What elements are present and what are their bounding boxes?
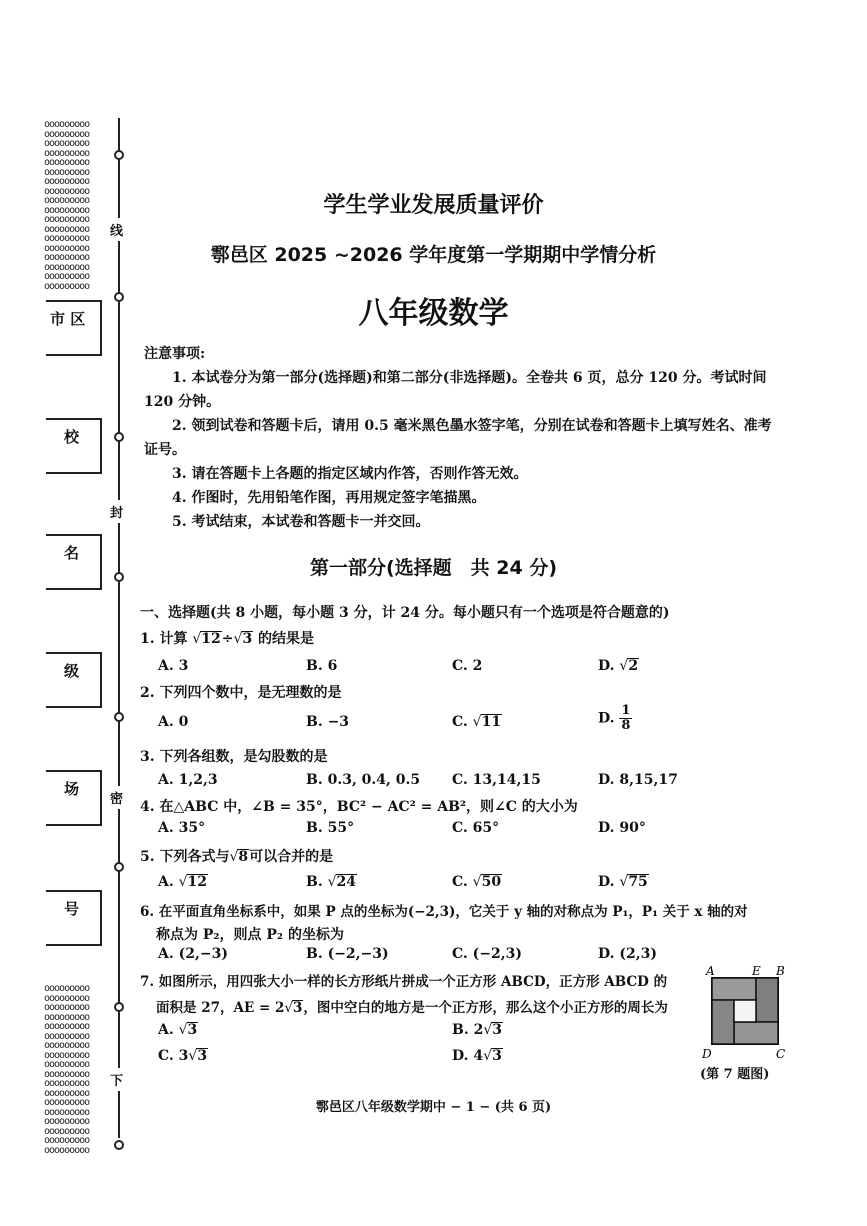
exam-subtitle: 鄠邑区 2025 ~2026 学年度第一学期期中学情分析: [210, 244, 657, 266]
question-7-figure: [700, 964, 790, 1064]
rect-piece: [756, 978, 778, 1022]
q2-option-b[interactable]: B. −3: [306, 714, 350, 730]
figure-label-a: A: [706, 964, 715, 978]
binding-dot-row: ooooooooo: [44, 1030, 90, 1042]
binding-dot-row: ooooooooo: [44, 271, 90, 282]
q6-option-d[interactable]: D. (2,3): [598, 946, 657, 962]
question-1-stem: 1. 计算 √ 12÷√ 3 的结果是: [140, 628, 314, 648]
question-6-stem-line2: 称点为 P₂，则点 P₂ 的坐标为: [156, 927, 344, 943]
binding-dot-row: ooooooooo: [44, 233, 90, 244]
q1-option-a[interactable]: A. 3: [158, 658, 189, 674]
field-label: 校: [64, 428, 80, 446]
q5-option-a[interactable]: A. √ 12: [158, 874, 208, 890]
figure-caption: (第 7 题图): [700, 1067, 770, 1082]
field-label: 级: [64, 662, 80, 680]
exam-title: 学生学业发展质量评价: [323, 193, 544, 218]
binding-dot-row: ooooooooo: [44, 166, 90, 178]
field-label: 市 区: [50, 310, 86, 328]
field-school[interactable]: [46, 418, 102, 474]
binding-label-line: 线: [110, 218, 123, 241]
fraction: $\frac{1}{8}$: [621, 703, 631, 733]
binding-dot-row: ooooooooo: [44, 1059, 90, 1070]
section-heading: 一、选择题(共 8 小题，每小题 3 分，计 24 分。每小题只有一个选项是符合题意的): [140, 605, 670, 621]
binding-ring: [114, 862, 124, 872]
binding-dot-row: ooooooooo: [44, 176, 90, 187]
binding-dot-row: ooooooooo: [44, 223, 90, 235]
field-label: 号: [64, 900, 80, 918]
question-2-stem: 2. 下列四个数中，是无理数的是: [140, 685, 342, 701]
binding-dot-row: ooooooooo: [44, 1011, 90, 1023]
field-label: 场: [64, 780, 80, 798]
q4-option-c[interactable]: C. 65°: [452, 820, 500, 836]
notice-item: 3. 请在答题卡上各题的指定区域内作答，否则作答无效。: [172, 466, 528, 482]
q3-option-d[interactable]: D. 8,15,17: [598, 772, 678, 788]
binding-ring: [114, 712, 124, 722]
q3-option-b[interactable]: B. 0.3, 0.4, 0.5: [306, 772, 421, 788]
field-class[interactable]: [46, 652, 102, 708]
binding-ring: [114, 150, 124, 160]
field-seat-number[interactable]: [46, 890, 102, 946]
q4-option-b[interactable]: B. 55°: [306, 820, 355, 836]
binding-dot-row: ooooooooo: [44, 1106, 90, 1118]
notice-item: 2. 领到试卷和答题卡后，请用 0.5 毫米黑色墨水签字笔，分别在试卷和答题卡上填写姓名、准考证号。: [144, 418, 772, 458]
q7-option-a[interactable]: A. √ 3: [158, 1022, 198, 1038]
q1-option-d[interactable]: D. √ 2: [598, 658, 639, 674]
q7-option-b[interactable]: B. 2√ 3: [452, 1022, 503, 1038]
q2-option-c[interactable]: C. √ 11: [452, 714, 502, 730]
subject-title: 八年级数学: [358, 296, 509, 331]
binding-dot-row: ooooooooo: [44, 983, 90, 994]
q7-option-c[interactable]: C. 3√ 3: [158, 1048, 208, 1064]
q4-option-d[interactable]: D. 90°: [598, 820, 646, 836]
notice-block: [144, 342, 784, 534]
binding-line: [118, 118, 120, 1138]
notice-heading: 注意事项:: [144, 346, 206, 362]
binding-dot-row: ooooooooo: [44, 147, 90, 159]
binding-ring: [114, 1002, 124, 1012]
question-5-stem: 5. 下列各式与√ 8可以合并的是: [140, 846, 333, 866]
q1-option-c[interactable]: C. 2: [452, 658, 483, 674]
binding-dot-row: ooooooooo: [44, 252, 90, 263]
q3-option-c[interactable]: C. 13,14,15: [452, 772, 541, 788]
binding-ring: [114, 1140, 124, 1150]
question-7-stem-line2: 面积是 27，AE = 2√ 3，图中空白的地方是一个正方形，那么这个小正方形的周长为: [156, 996, 668, 1016]
field-exam-room[interactable]: [46, 770, 102, 826]
figure-label-e: E: [752, 964, 761, 978]
question-3-stem: 3. 下列各组数，是勾股数的是: [140, 749, 328, 765]
binding-dot-row: ooooooooo: [44, 138, 90, 149]
q5-option-b[interactable]: B. √ 24: [306, 874, 357, 890]
question-4-stem: 4. 在△ABC 中，∠B = 35°，BC² − AC² = AB²，则∠C 的大小为: [140, 799, 578, 815]
rect-piece: [712, 1000, 734, 1044]
binding-dot-row: ooooooooo: [44, 242, 90, 254]
binding-dot-row: ooooooooo: [44, 1116, 90, 1127]
q5-option-c[interactable]: C. √ 50: [452, 874, 502, 890]
binding-dot-row: ooooooooo: [44, 157, 90, 168]
binding-dot-row: ooooooooo: [44, 195, 90, 206]
binding-dot-row: ooooooooo: [44, 1021, 90, 1032]
q5-option-d[interactable]: D. √ 75: [598, 874, 649, 890]
question-7-stem-line1: 7. 如图所示，用四张大小一样的长方形纸片拼成一个正方形 ABCD，正方形 ABCD 的: [140, 974, 668, 990]
binding-dot-row: ooooooooo: [44, 1144, 90, 1156]
figure-label-b: B: [776, 964, 785, 978]
binding-dot-row: ooooooooo: [44, 1068, 90, 1080]
binding-dot-row: ooooooooo: [44, 119, 90, 130]
binding-dot-row: ooooooooo: [44, 214, 90, 225]
binding-dot-row: ooooooooo: [44, 1097, 90, 1108]
binding-dot-row: ooooooooo: [44, 128, 90, 140]
q6-option-a[interactable]: A. (2,−3): [158, 946, 228, 962]
rect-piece: [712, 978, 756, 1000]
binding-label-below: 下: [110, 1068, 123, 1091]
figure-label-d: D: [702, 1047, 712, 1061]
q2-option-d[interactable]: D. $\frac{1}{8}$: [598, 703, 631, 733]
binding-dot-row: ooooooooo: [44, 1078, 90, 1089]
binding-label-seal: 封: [110, 500, 123, 523]
radicand: 3: [242, 631, 253, 647]
question-6-stem-line1: 6. 在平面直角坐标系中，如果 P 点的坐标为(−2,3)，它关于 y 轴的对称点为 P₁，P₁ 关于 x 轴的对: [140, 904, 748, 920]
notice-item: 4. 作图时，先用铅笔作图，再用规定签字笔描黑。: [172, 490, 486, 506]
binding-dot-row: ooooooooo: [44, 204, 90, 216]
binding-dot-row: ooooooooo: [44, 1040, 90, 1051]
field-label: 名: [64, 544, 80, 562]
page-footer: 鄠邑区八年级数学期中 − 1 − (共 6 页): [315, 1100, 552, 1115]
notice-item: 5. 考试结束，本试卷和答题卡一并交回。: [172, 514, 430, 530]
q3-option-a[interactable]: A. 1,2,3: [158, 772, 218, 788]
rect-piece: [734, 1022, 778, 1044]
binding-dot-row: ooooooooo: [44, 280, 90, 292]
part-one-heading: 第一部分(选择题 共 24 分): [309, 557, 558, 579]
binding-label-secret: 密: [110, 786, 123, 809]
binding-ring: [114, 432, 124, 442]
blank-small-square: [734, 1000, 756, 1022]
binding-dot-row: ooooooooo: [44, 1125, 90, 1137]
q6-option-c[interactable]: C. (−2,3): [452, 946, 522, 962]
binding-dot-row: ooooooooo: [44, 261, 90, 273]
binding-dot-row: ooooooooo: [44, 1049, 90, 1061]
binding-dot-row: ooooooooo: [44, 1135, 90, 1146]
figure-label-c: C: [776, 1047, 786, 1061]
notice-item: 1. 本试卷分为第一部分(选择题)和第二部分(非选择题)。全卷共 6 页，总分 120 分。考试时间 120 分钟。: [144, 370, 767, 410]
q7-option-d[interactable]: D. 4√ 3: [452, 1048, 503, 1064]
radicand: 12: [201, 631, 221, 647]
q2-option-a[interactable]: A. 0: [158, 714, 189, 730]
binding-dot-row: ooooooooo: [44, 1002, 90, 1013]
binding-dot-row: ooooooooo: [44, 1087, 90, 1099]
binding-dot-row: ooooooooo: [44, 185, 90, 197]
q1-option-b[interactable]: B. 6: [306, 658, 338, 674]
q4-option-a[interactable]: A. 35°: [158, 820, 206, 836]
binding-dot-row: ooooooooo: [44, 992, 90, 1004]
q6-option-b[interactable]: B. (−2,−3): [306, 946, 389, 962]
